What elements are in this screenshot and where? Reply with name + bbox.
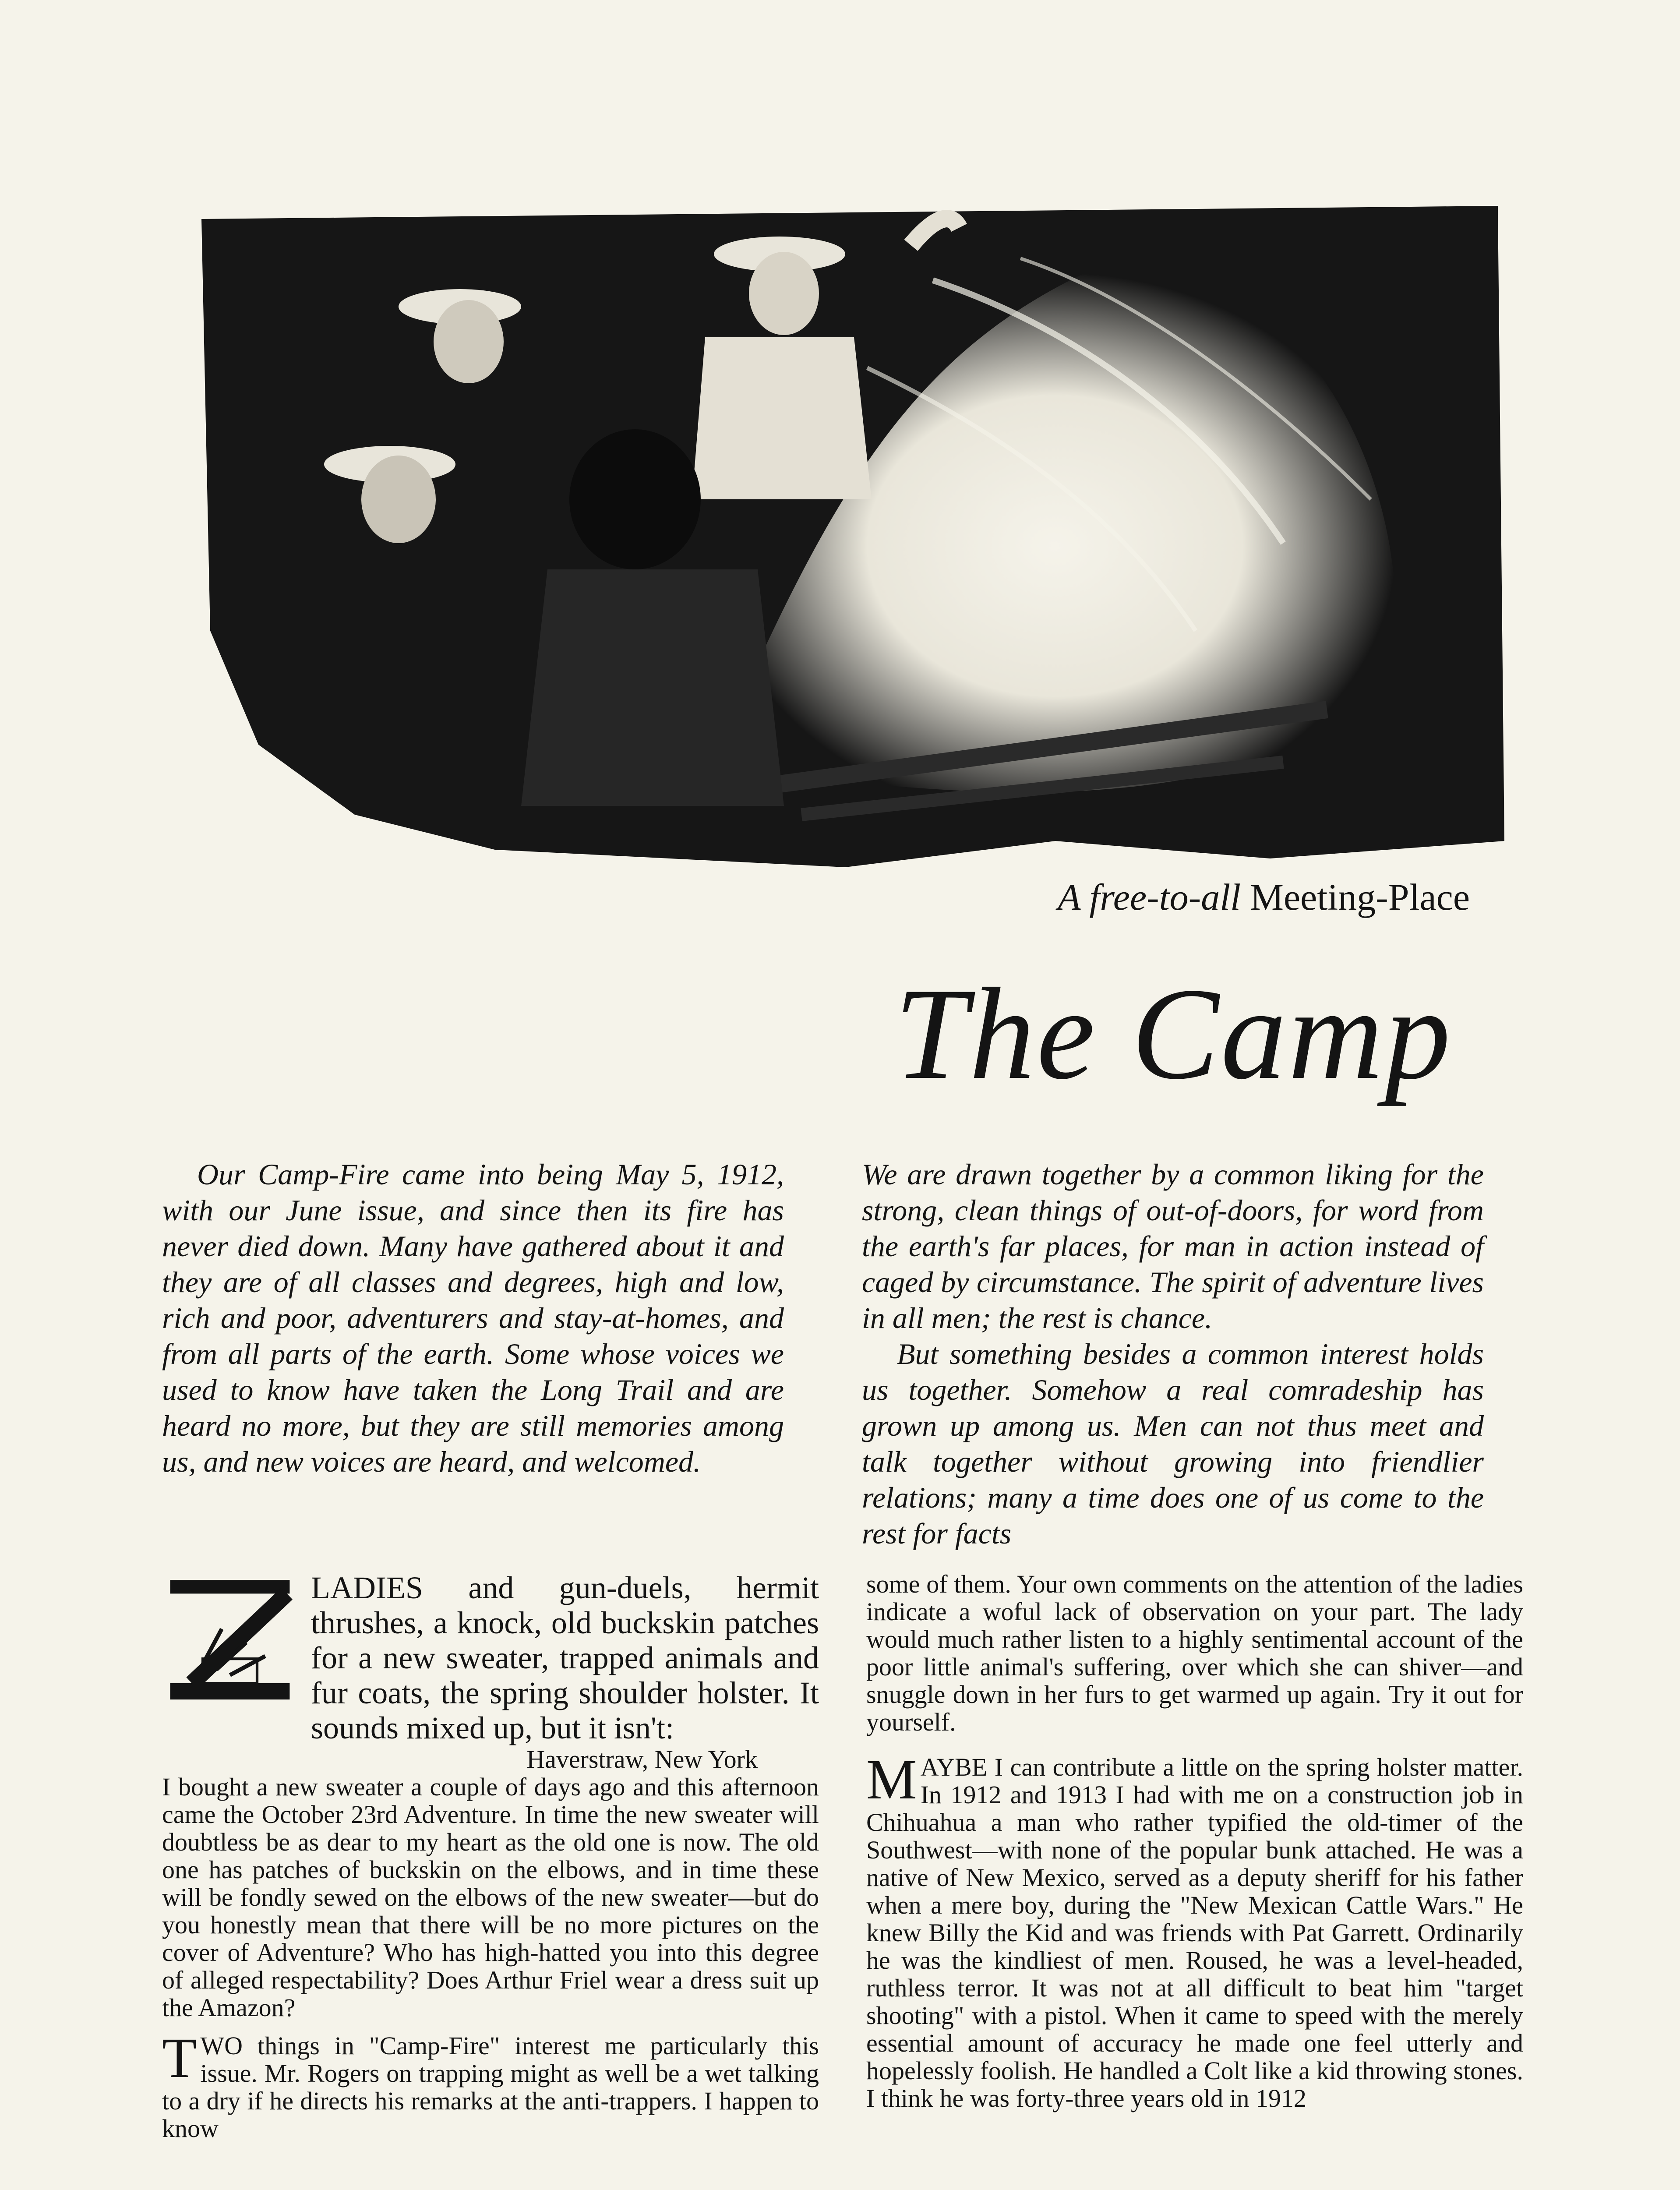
campfire-illustration xyxy=(188,193,1507,876)
paragraph-maybe-text: AYBE I can contribute a little on the spring holster matter. In 1912 and 1913 I had with me on a construction job in Chihuahua a man who rather typified the old-timer of the Southwest—with none of the popular bunk attached. He was a native of New Mexico, served as a deputy sheriff for his father when a mere boy, during the "New Mexican Cattle Wars." He knew Billy the Kid and was friends with Pat Garrett. Ordinarily he was the kindliest of men. Roused, he was a level-headed, ruthless terror. It was not at all difficult to beat him "target shooting" with a pistol. When it came to speed with the merely essential amount of accuracy he made one feel utterly and hopelessly foolish. He handled a Colt like a kid throwing stones. I think he was forty-three years old in 1912 xyxy=(866,1753,1523,2112)
intro-right-paragraph-2: But something besides a common interest holds us together. Somehow a real comradeship has grown up among us. Men can not thus meet and talk together without growing into friendlier relations; many a time does one of us come to the rest for facts xyxy=(862,1337,1484,1550)
section-lead: LADIES and gun-duels, hermit thrushes, a knock, old buckskin patches for a new sweater, trapped animals and fur coats, the spring shoulder holster. It sounds mixed up, but it isn't: xyxy=(311,1570,819,1745)
subtitle xyxy=(1058,878,1470,916)
paragraph-two-things xyxy=(162,2027,819,2143)
left-column xyxy=(162,1570,819,2142)
drop-cap-m: M xyxy=(866,1748,917,1811)
drop-cap-z-icon xyxy=(162,1575,298,1710)
subtitle-plain: Meeting-Place xyxy=(1250,876,1470,918)
continued-paragraph: some of them. Your own comments on the attention of the ladies indicate a woful lack of observation on your part. The lady would much rather listen to a highly sentimental account of the poor little animal's suffering, over which she can shiver—and snuggle down in her furs to get warmed up again. Try it out for yourself. xyxy=(866,1570,1523,1736)
right-column xyxy=(866,1570,1523,2112)
letter-body: I bought a new sweater a couple of days ago and this afternoon came the October 23rd Adventure. In time the new sweater will doubtless be as dear to my heart as the old one is now. The old one has patches of buckskin on the elbows, and in time these will be fondly sewed on the elbows of the new sweater—but do you honestly mean that there will be no more pictures on the cover of Adventure? Who has high-hatted you into this degree of alleged respectability? Does Arthur Friel wear a dress suit up the Amazon? xyxy=(162,1773,819,2022)
paragraph-maybe xyxy=(866,1748,1523,2112)
paragraph-two-things-text: WO things in "Camp-Fire" interest me particularly this issue. Mr. Rogers on trapping might as well be a wet talking to a dry if he directs his remarks at the anti-trappers. I happen to know xyxy=(162,2031,819,2143)
intro-left xyxy=(162,1156,784,1480)
drop-cap-t: T xyxy=(162,2027,197,2090)
intro-right-paragraph-1: We are drawn together by a common liking for the strong, clean things of out-of-doors, for word from the earth's far places, for man in action instead of caged by circumstance. The spirit of adventure lives in all men; the rest is chance. xyxy=(862,1158,1484,1335)
subtitle-italic: A free-to-all xyxy=(1058,876,1241,918)
page-title: The Camp xyxy=(894,961,1452,1106)
intro-right xyxy=(862,1156,1484,1551)
letter-place: Haverstraw, New York xyxy=(526,1745,758,1773)
intro-left-paragraph: Our Camp-Fire came into being May 5, 1912, with our June issue, and since then its fire has never died down. Many have gathered about it and they are of all classes and degrees, high and low, rich and poor, adventurers and stay-at-homes, and from all parts of the earth. Some whose voices we used to know have taken the Long Trail and are heard no more, but they are still memories among us, and new voices are heard, and welcomed. xyxy=(162,1158,784,1478)
